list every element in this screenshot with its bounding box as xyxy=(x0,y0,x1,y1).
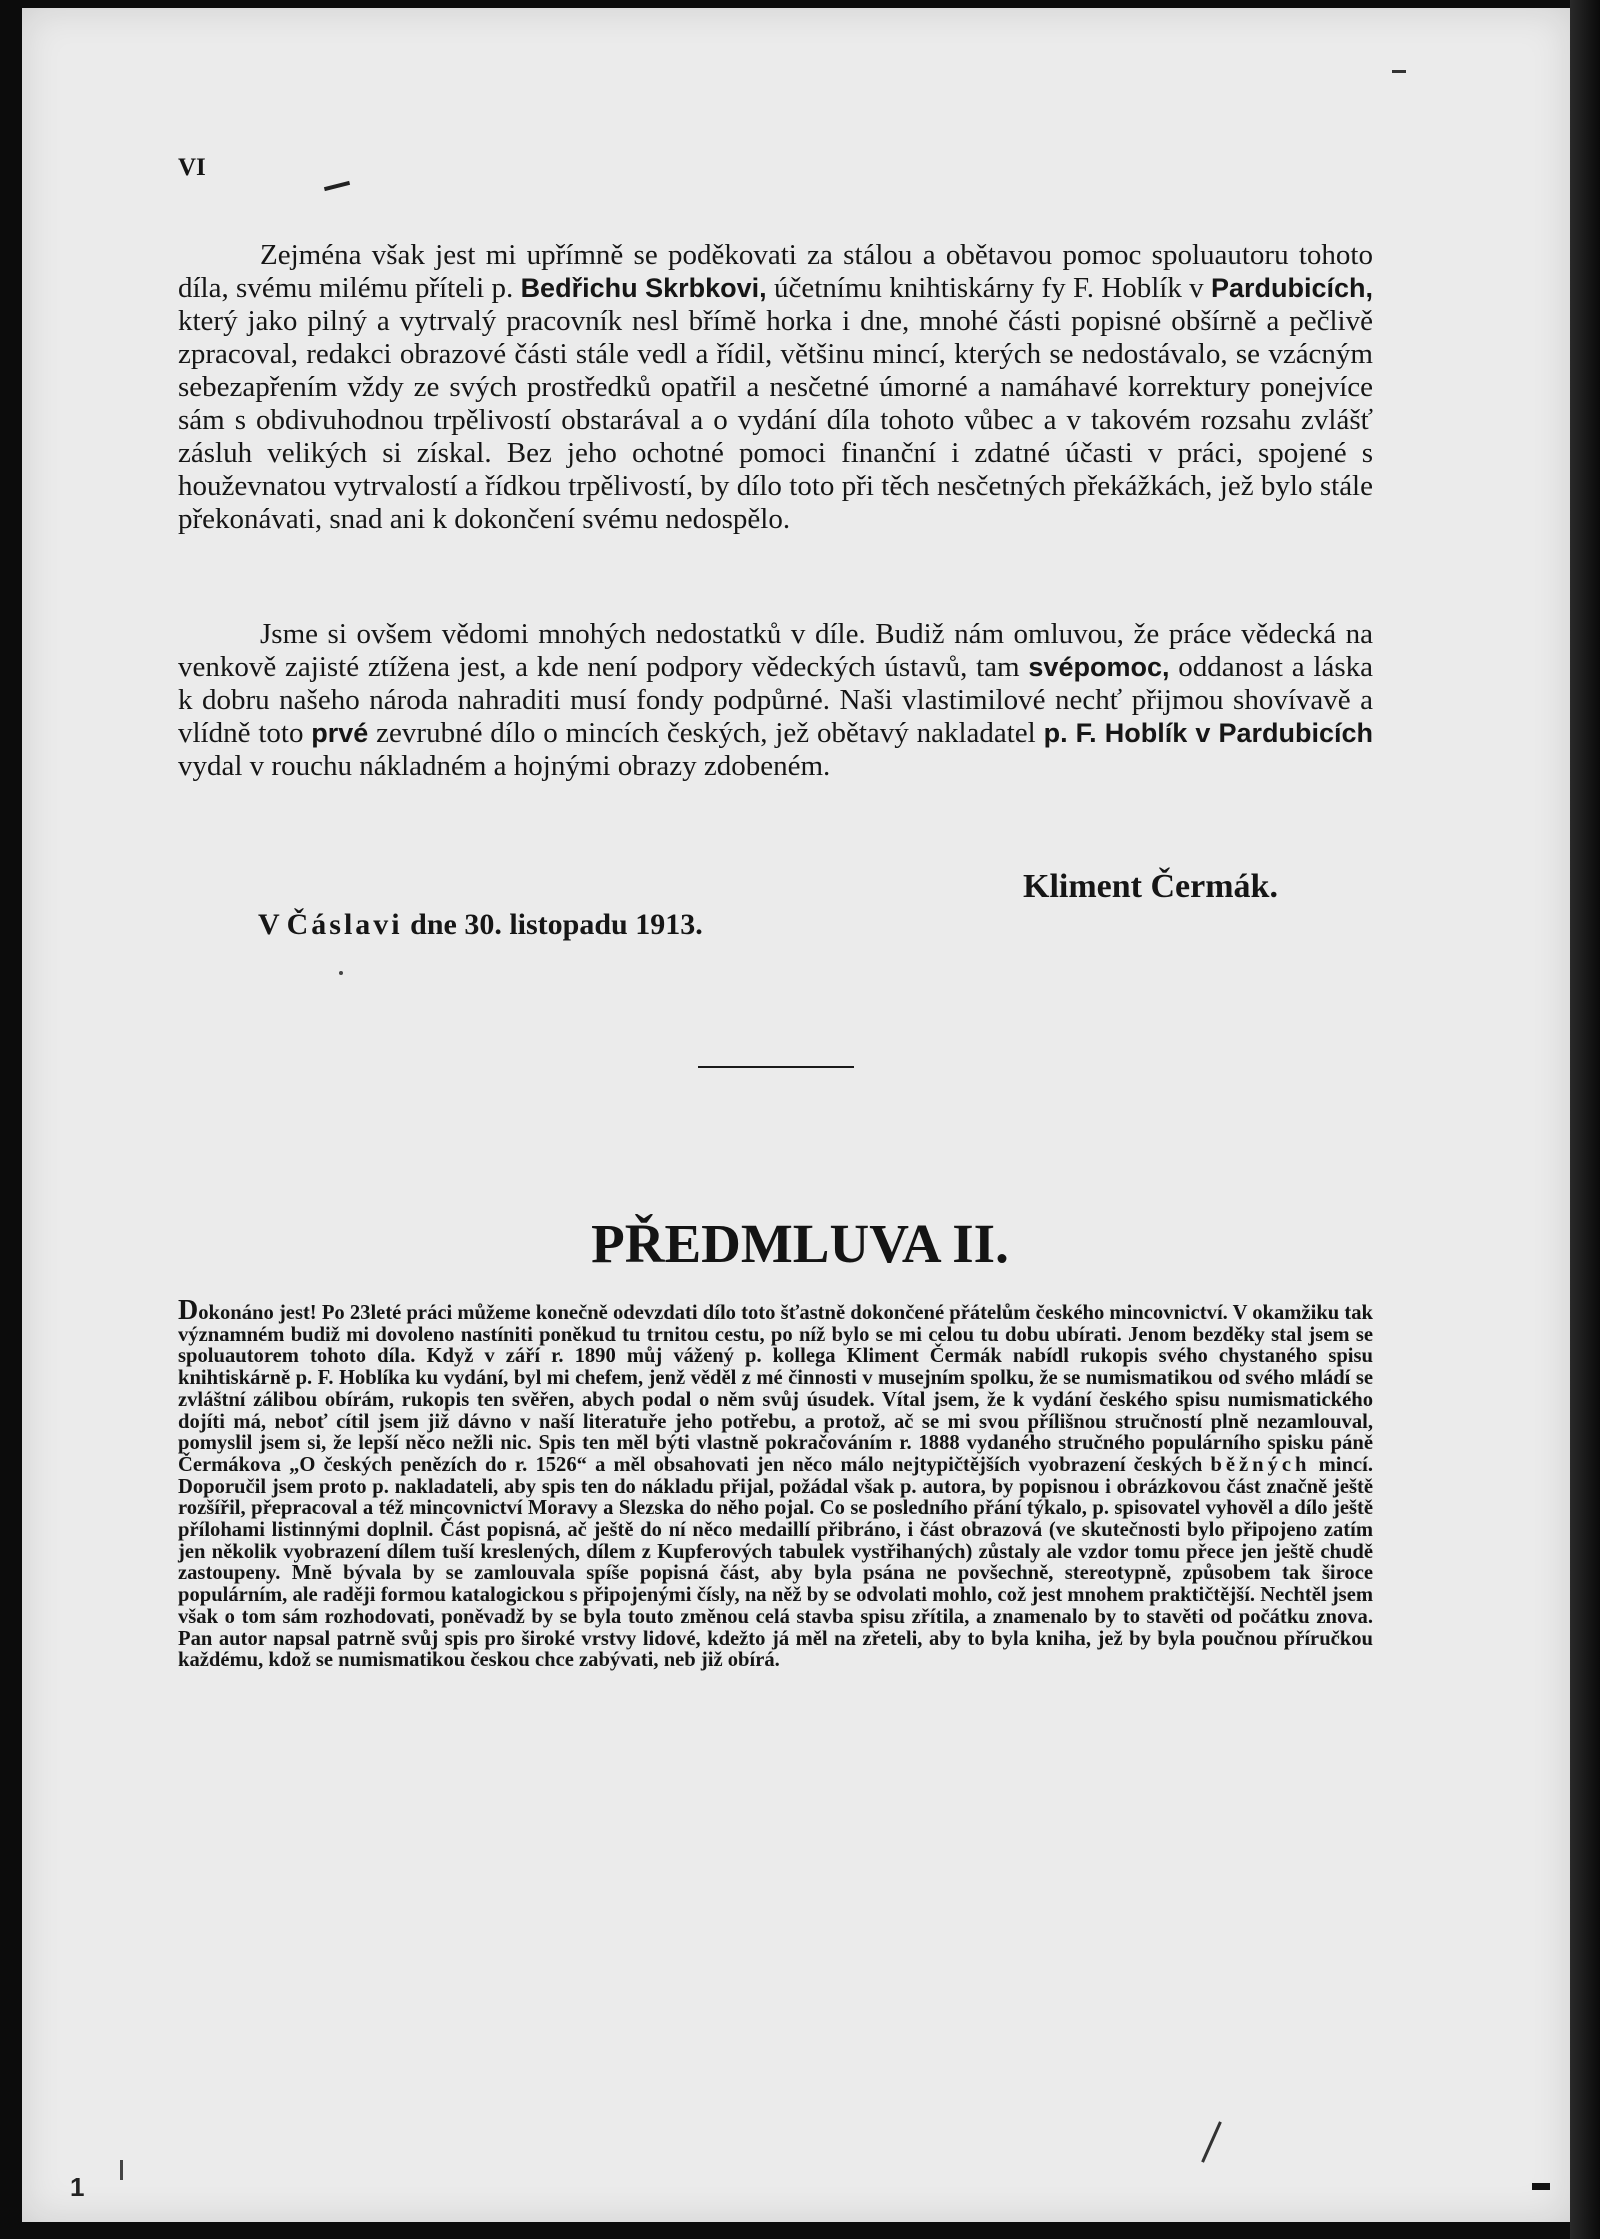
prve-emphasis: prvé xyxy=(311,718,369,748)
text-run: oddanost a láska k dobru našeho národa nahraditi musí fondy podpůrné. Naši vlastimilové nechť přijmou shovívavě a vlídně toto xyxy=(178,651,1374,749)
preface-paragraph xyxy=(178,1295,1373,1672)
acknowledgement-paragraph-1 xyxy=(178,239,1373,536)
text-run: který jako pilný a vytrvalý pracovník nesl břímě horka i dne, mnohé části popisné obšírně a pečlivě zpracoval, redakci obrazové části stále vedl a řídil, většinu mincí, kterých se nedostávalo, se vzácným sebezapřením vždy ze svých prostředků opatřil a nesčetné úmorné a namáhavé korrektury ponejvíce sám s obdivuhodnou trpělivostí obstarával a o vydání díla tohoto vůbec a v takovém rozsahu zvlášť zásluh velikých si získal. Bez jeho ochotné pomoci finanční i zdatné účasti v práci, spojené s houževnatou vytrvalostí a řídkou trpělivostí, by dílo toto při těch nesčetných překážkách, jež bylo stále překonávati, snad ani k dokončení svému nedospělo. xyxy=(178,305,1373,535)
dateline-place: Čáslavi xyxy=(286,908,403,941)
text-run: okonáno jest! Po 23leté práci můžeme konečně odevzdati dílo toto šťastně dokončené přátelům českého mincovnictví. V okamžiku tak významném budiž mi dovoleno nastíniti poněkud tu trnitou cestu, po níž bylo se mi celou tu dobu ubírati. Jenom bezděky stal jsem se spoluautorem tohoto díla. Když v září r. 1890 můj vážený p. kollega Kliment Čermák nabídl rukopis svého chystaného spisu knihtiskárně p. F. Hoblíka ku vydání, byl mi chefem, jenž věděl z mé činnosti v musejním spolku, že se numismatikou od svého mládí se zvláštní zálibou obírám, rukopis ten svěřen, abych podal o něm svůj úsudek. Vítal jsem, že k vydání českého spisu numismatického dojíti má, neboť cítil jsem již dávno v naší literatuře jeho potřebu, a protož, ač se mi svou přílišnou stručností plně nezamlouval, pomyslil jsem si, že lepší něco nežli nic. Spis ten měl býti vlastně pokračováním r. 1888 vydaného stručného populárního spisku páně Čermákova „O českých penězích do r. 1526“ a měl obsahovati jen něco málo nejtypičtějších vyobrazení českých xyxy=(178,1302,1373,1476)
text-run: zevrubné dílo o mincích českých, jež obětavý nakladatel xyxy=(368,717,1044,749)
publisher-emphasis: p. F. Hoblík v Pardubicích xyxy=(1043,718,1373,748)
text-run: Jsme si ovšem vědomi mnohých nedostatků v díle. Budiž nám omluvou, že práce vědecká na venkově zajisté ztížena jest, a kde není podpory vědeckých ústavů, tam xyxy=(178,618,1373,683)
dateline-prefix: V xyxy=(258,908,287,941)
initial-letter: D xyxy=(178,1295,199,1326)
signature: Kliment Čermák. xyxy=(1023,868,1278,905)
dateline xyxy=(258,908,703,942)
spaced-emphasis: běžných xyxy=(1210,1453,1311,1476)
name-emphasis: Bedřichu Skrbkovi, xyxy=(520,273,767,303)
preface-heading: PŘEDMLUVA II. xyxy=(591,1213,1009,1274)
ink-dot xyxy=(339,971,343,975)
text-run: Zejména však jest mi upřímně se poděkovati za stálou a obětavou pomoc spoluautoru tohoto díla, svému milému příteli p. xyxy=(178,239,1373,304)
svepomoc-emphasis: svépomoc, xyxy=(1028,652,1170,682)
binding-edge xyxy=(1570,0,1600,2239)
text-run: vydal v rouchu nákladném a hojnými obrazy zdobeném. xyxy=(178,750,831,782)
margin-dash xyxy=(1392,70,1406,73)
edge-dash xyxy=(1532,2183,1550,2190)
section-divider xyxy=(698,1066,854,1068)
dateline-date: dne 30. listopadu 1913. xyxy=(402,908,703,941)
place-emphasis: Pardubicích, xyxy=(1210,273,1374,303)
acknowledgement-paragraph-2 xyxy=(178,618,1373,783)
text-run: mincí. Doporučil jsem proto p. nakladateli, aby spis ten do nákladu přijal, požádal však p. autora, by popisnou i obrázkovou část značně ještě rozšířil, přepracoval a též mincovnictví Moravy a Slezska do něho pojal. Co se posledního přání týkalo, p. spisovatel vyhověl a dílo ještě přílohami listinnými doplnil. Část popisná, ač ještě do ní něco medaillí přibráno, i část obrazová (ve skutečnosti bylo připojeno zatím jen několik vyobrazení dílem tuší kreslených, dílem z Kupferových tabulek vystřihaných) zůstaly ale vzdor tomu přece jen ještě chudě zastoupeny. Mně bývala by se zamlouvala spíše popisná část, aby byla psána ne povšechně, stereotypně, způsobem tak široce populárním, ale raději formou katalogickou s připojenými čísly, na něž by se odvolati mohlo, což jest mnohem praktičtější. Nechtěl jsem však o tom sám rozhodovati, poněvadž by se byla touto změnou celá stavba spisu zřítila, a znamenalo by to stavěti od počátku znova. Pan autor napsal patrně svůj spis pro široké vrstvy lidové, kdežto já měl na zřeteli, aby to byla kniha, jež by byla poučnou příručkou každému, kdož se numismatikou českou chce zabývati, neb již obírá. xyxy=(178,1453,1373,1672)
page-number: VI xyxy=(178,154,206,181)
corner-tick xyxy=(120,2160,123,2180)
corner-mark: 1 xyxy=(70,2172,85,2202)
text-run: účetnímu knihtiskárny fy F. Hoblík v xyxy=(766,272,1211,304)
